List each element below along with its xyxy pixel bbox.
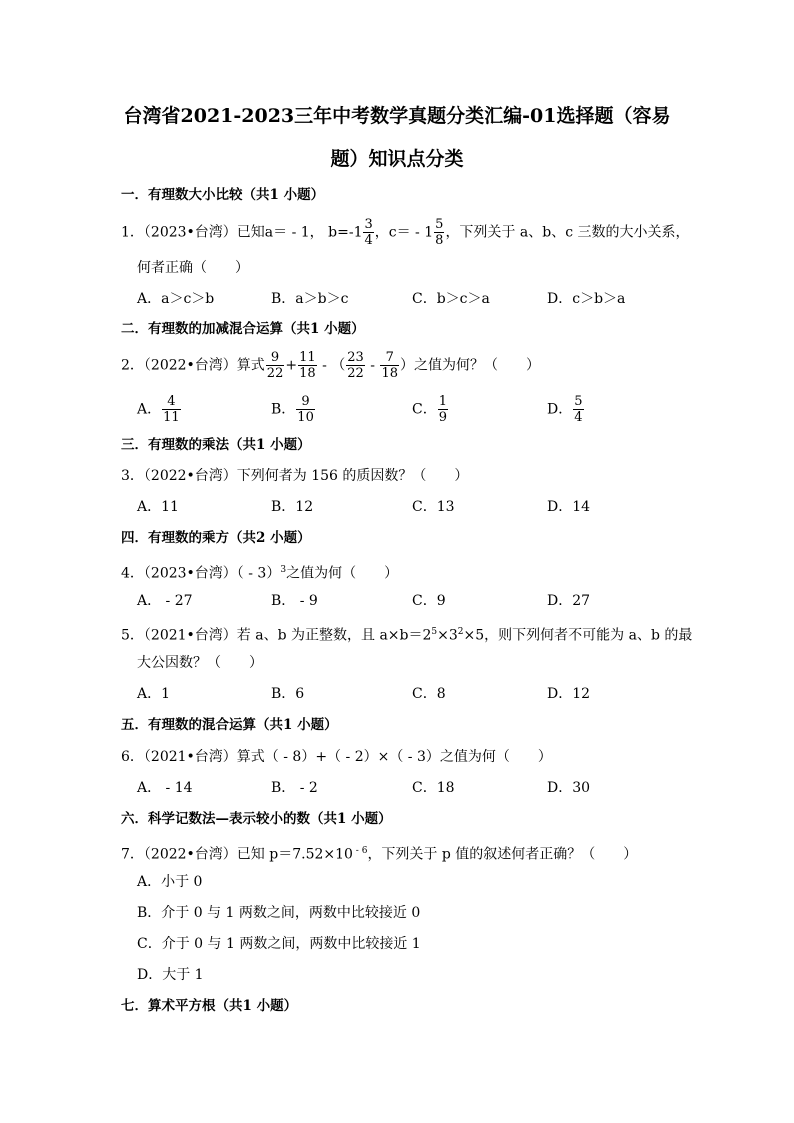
q2-option-a: A． $\frac{4}{11}$: [137, 394, 180, 425]
q3-option-c: C．13: [412, 499, 455, 515]
question-3: 3．（2022•台湾）下列何者为 156 的质因数？（ ）: [121, 468, 469, 484]
question-1: [121, 217, 690, 248]
question-2: [121, 350, 540, 381]
q7-option-a: A．小于 0: [137, 874, 203, 890]
q7-option-c: C．介于 0 与 1 两数之间，两数中比较接近 1: [137, 936, 421, 952]
q4-option-c: C．9: [412, 593, 446, 609]
q3-option-d: D．14: [547, 499, 591, 515]
q2-option-b: B． $\frac{9}{10}$: [271, 394, 314, 425]
q5-line2: 大公因数？（ ）: [137, 655, 263, 671]
q6-option-d: D．30: [547, 780, 591, 796]
q1-suffix: ，下列关于 a、b、c 三数的大小关系，: [445, 224, 690, 241]
q2-fraction-3: $\frac{23}{22}$: [347, 350, 364, 381]
q1-b-prefix: b=-1: [328, 224, 363, 241]
q3-option-a: A．11: [137, 499, 179, 515]
section-heading: 四．有理数的乘方（共2 小题）: [121, 530, 311, 546]
q2-suffix: ）之值为何？（ ）: [400, 357, 540, 374]
section-heading: 七．算术平方根（共1 小题）: [121, 998, 298, 1014]
q4-option-b: B． - 9: [271, 593, 318, 609]
q6-option-b: B． - 2: [271, 780, 318, 796]
q1-option-b: B．a＞b＞c: [271, 291, 349, 307]
q2-option-c: C． $\frac{1}{9}$: [412, 394, 447, 425]
q6-option-c: C．18: [412, 780, 455, 796]
q2-minus-paren: - （: [317, 357, 346, 374]
q7-option-d: D．大于 1: [137, 967, 204, 983]
q1-prefix: 1．（2023•台湾）已知: [121, 224, 265, 241]
question-5: 5．（2021•台湾）若 a、b 为正整数，且 $a\times b=2^5\times 3^2\times 5$，则下列何者不可能为 a、b 的最: [121, 627, 693, 644]
section-heading: 一．有理数大小比较（共1 小题）: [121, 187, 325, 203]
q3-option-b: B．12: [271, 499, 314, 515]
q5-option-c: C．8: [412, 686, 446, 702]
q1-c-prefix: ，c＝ - 1: [374, 224, 434, 241]
question-4: 4．（2023•台湾）（ - 3）$^3$之值为何（ ）: [121, 565, 399, 582]
q4-option-d: D．27: [547, 593, 591, 609]
q2-fraction-2: $\frac{11}{18}$: [299, 350, 316, 381]
q1-option-d: D．c＞b＞a: [547, 291, 626, 307]
q1-c-fraction: $\frac{5}{8}$: [435, 217, 444, 248]
q5-option-b: B．6: [271, 686, 305, 702]
q2-plus: +: [285, 357, 298, 374]
q1-option-a: A．a＞c＞b: [137, 291, 215, 307]
q4-option-a: A． - 27: [137, 593, 193, 609]
q7-option-b: B．介于 0 与 1 两数之间，两数中比较接近 0: [137, 905, 421, 921]
section-heading: 六．科学记数法—表示较小的数（共1 小题）: [121, 811, 392, 827]
section-heading: 二．有理数的加减混合运算（共1 小题）: [121, 321, 365, 337]
q2-prefix: 2．（2022•台湾）算式: [121, 357, 265, 374]
q2-option-d: D． $\frac{5}{4}$: [547, 394, 583, 425]
q1-a-expr: a＝ - 1，: [264, 224, 324, 241]
document-title-line1: 台湾省2021-2023三年中考数学真题分类汇编-01选择题（容易: [123, 105, 671, 127]
q2-fraction-1: $\frac{9}{22}$: [266, 350, 284, 381]
q1-line2: 何者正确（ ）: [137, 260, 249, 276]
section-heading: 三．有理数的乘法（共1 小题）: [121, 437, 311, 453]
q1-option-c: C．b＞c＞a: [412, 291, 490, 307]
document-title-line2: 题）知识点分类: [330, 148, 464, 170]
q2-minus: -: [365, 357, 380, 374]
question-6: 6．（2021•台湾）算式（ - 8）+（ - 2）×（ - 3）之值为何（ ）: [121, 749, 552, 765]
q2-fraction-4: $\frac{7}{18}$: [381, 350, 398, 381]
q1-b-fraction: $\frac{3}{4}$: [364, 217, 373, 248]
q5-option-a: A．1: [137, 686, 171, 702]
section-heading: 五．有理数的混合运算（共1 小题）: [121, 717, 338, 733]
q5-option-d: D．12: [547, 686, 591, 702]
question-7: 7．（2022•台湾）已知 p＝7.52×10 $^{- 6}$，下列关于 p 值的叙述何者正确？（ ）: [121, 846, 638, 863]
q6-option-a: A． - 14: [137, 780, 193, 796]
